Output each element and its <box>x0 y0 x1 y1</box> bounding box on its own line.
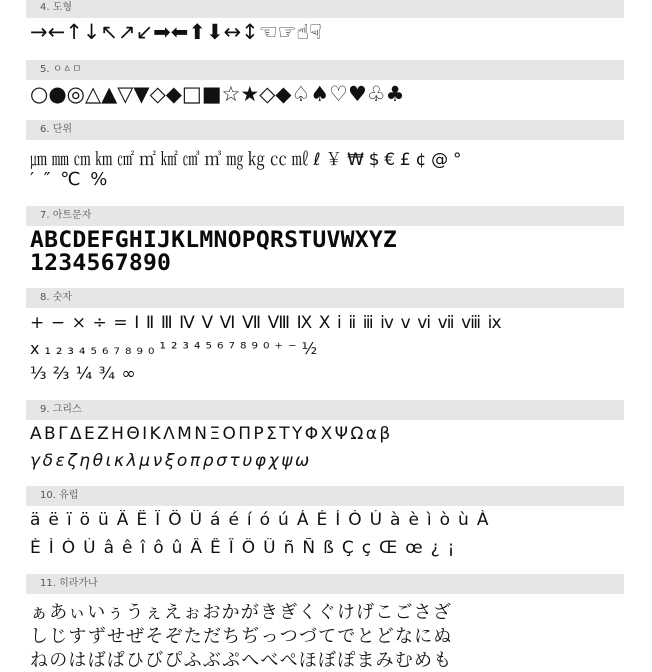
symbol-row: →←↑↓↖↗↙➡⬅⬆⬇↔↕☜☞☝☟ <box>30 20 322 44</box>
hiragana-row: ねのはばぱひびぴふぶぷへべぺほぼぽまみむめも <box>30 650 453 671</box>
section-header: 8. 숫자 <box>26 288 624 308</box>
european-row: È Ì Ò Ù â ê î ô û Â Ê Î Ô Û ñ Ñ ß Ç ç Œ œ ¿ ¡ <box>30 538 456 558</box>
hiragana-row: しじすずせぜそぞただちぢっつづてでとどなにぬ <box>30 626 453 647</box>
greek-upper-row: ΑΒΓΔΕΖΗΘΙΚΛΜΝΞΟΠΡΣΤΥΦΧΨΩαβ <box>30 424 393 444</box>
symbol-row: + − × ÷ = Ⅰ Ⅱ Ⅲ Ⅳ Ⅴ Ⅵ Ⅶ Ⅷ Ⅸ Ⅹ ⅰ ⅱ ⅲ ⅳ ⅴ ⅵ ⅶ ⅷ ⅸ <box>30 313 503 333</box>
hiragana-row: ぁあぃいぅうぇえぉおかがきぎくぐけげこごさざ <box>30 602 453 623</box>
section-header: 4. 도형 <box>26 0 624 18</box>
section-header: 6. 단위 <box>26 120 624 140</box>
symbol-row: ′ ″ ℃ % <box>30 169 110 190</box>
section-header: 5. ㅇㅿㅁ <box>26 60 624 80</box>
section-header: 10. 유럽 <box>26 486 624 506</box>
greek-lower-row: γδεζηθικλμνξοπρστυφχψω <box>30 451 312 471</box>
symbol-row: ⅹ ₁ ₂ ₃ ₄ ₅ ₆ ₇ ₈ ₉ ₀ ¹ ² ³ ⁴ ⁵ ⁶ ⁷ ⁸ ⁹ ⁰ ⁺ ⁻ ½ <box>30 339 318 358</box>
symbol-row: ㎛ ㎜ ㎝ ㎞ ㎠ ㎡ ㎢ ㎤ ㎥ ㎎ ㎏ ㏄ ㎖ ℓ ￥ ₩ $ € £ ¢ @ ° <box>30 150 462 170</box>
section-header: 11. 히라가나 <box>26 574 624 594</box>
art-numbers-row: 1234567890 <box>30 251 172 276</box>
symbol-row: ○●◎△▲▽▼◇◆□■☆★◇◆♤♠♡♥♧♣ <box>30 82 405 106</box>
section-header: 7. 아트문자 <box>26 206 624 226</box>
symbol-row: ⅓ ⅔ ¼ ¾ ∞ <box>30 364 137 384</box>
european-row: ä ë ï ö ü Ä Ë Ï Ö Ü á é í ó ú Á É Í Ó Ú à è ì ò ù À <box>30 510 490 530</box>
section-header: 9. 그리스 <box>26 400 624 420</box>
art-letters-row: ABCDEFGHIJKLMNOPQRSTUVWXYZ <box>30 228 398 253</box>
